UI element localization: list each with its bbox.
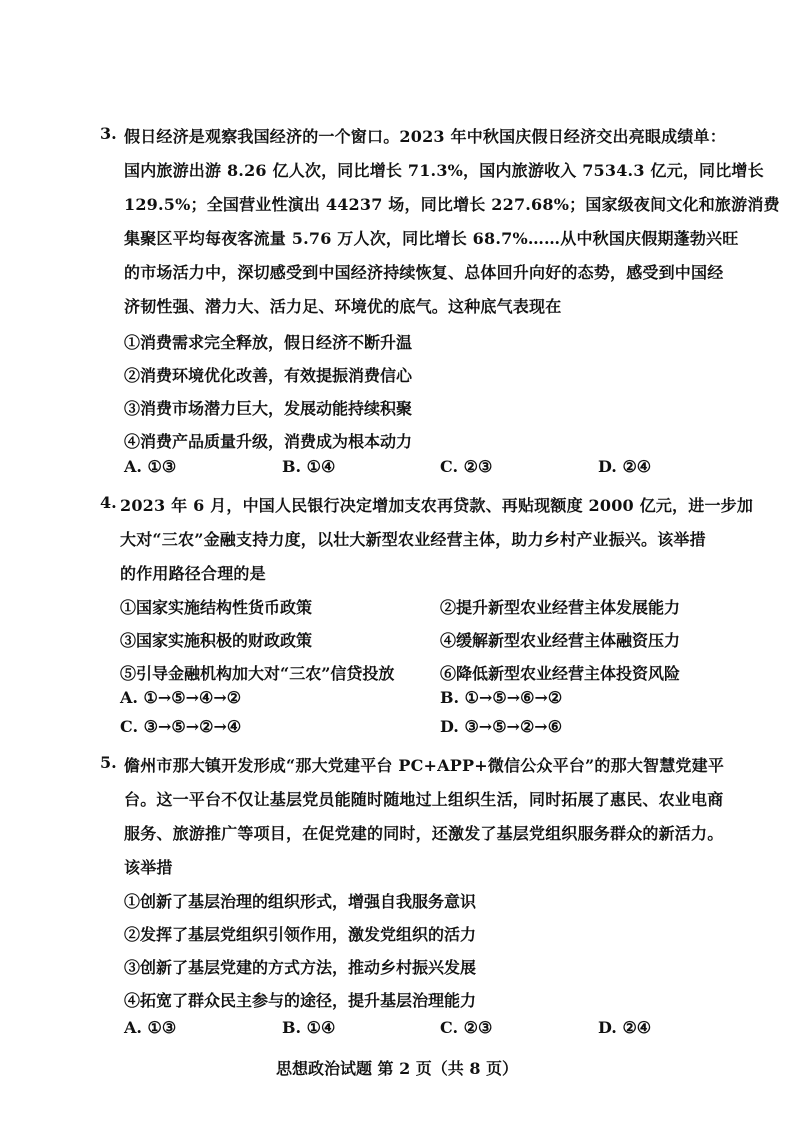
question-text-line: 2023 年 6 月，中国人民银行决定增加支农再贷款、再贴现额度 2000 亿元，进一步加	[120, 496, 754, 515]
question-number: 5.	[100, 753, 117, 772]
statement-item: ①创新了基层治理的组织形式，增强自我服务意识	[124, 892, 477, 911]
statement-item: ⑥降低新型农业经营主体投资风险	[440, 664, 681, 683]
question-text-line: 儋州市那大镇开发形成“那大党建平台 PC+APP+微信公众平台”的那大智慧党建平	[124, 756, 725, 775]
question-number: 4.	[100, 493, 117, 512]
statement-item: ③消费市场潜力巨大，发展动能持续积聚	[124, 399, 413, 418]
question-text-line: 济韧性强、潜力大、活力足、环境优的底气。这种底气表现在	[124, 297, 562, 316]
choice-c: C. ②③	[440, 1018, 493, 1037]
question-text-line: 服务、旅游推广等项目，在促党建的同时，还激发了基层党组织服务群众的新活力。	[124, 824, 724, 843]
choice-b: B. ①→⑤→⑥→②	[440, 688, 563, 707]
question-text-line: 集聚区平均每夜客流量 5.76 万人次，同比增长 68.7%……从中秋国庆假期蓬勃兴旺	[124, 229, 739, 248]
choice-d: D. ②④	[598, 1018, 652, 1037]
choice-a: A. ①③	[124, 1018, 177, 1037]
choice-a: A. ①③	[124, 457, 177, 476]
statement-item: ⑤引导金融机构加大对“三农”信贷投放	[120, 664, 395, 683]
choice-c: C. ②③	[440, 457, 493, 476]
question-text-line: 国内旅游出游 8.26 亿人次，同比增长 71.3%，国内旅游收入 7534.3 亿元，同比增长	[124, 161, 764, 180]
question-text-line: 大对“三农”金融支持力度，以壮大新型农业经营主体，助力乡村产业振兴。该举措	[120, 530, 706, 549]
statement-item: ④缓解新型农业经营主体融资压力	[440, 631, 681, 650]
question-text-line: 的作用路径合理的是	[120, 564, 266, 583]
choice-b: B. ①④	[282, 1018, 336, 1037]
question-text-line: 台。这一平台不仅让基层党员能随时随地过上组织生活，同时拓展了惠民、农业电商	[124, 790, 724, 809]
choice-d: D. ②④	[598, 457, 652, 476]
statement-item: ②发挥了基层党组织引领作用，激发党组织的活力	[124, 925, 477, 944]
statement-item: ②消费环境优化改善，有效提振消费信心	[124, 366, 413, 385]
question-text-line: 129.5%；全国营业性演出 44237 场，同比增长 227.68%；国家级夜间文化和旅游消费	[124, 195, 780, 214]
statement-item: ③国家实施积极的财政政策	[120, 631, 313, 650]
question-number: 3.	[100, 124, 117, 143]
statement-item: ②提升新型农业经营主体发展能力	[440, 598, 681, 617]
statement-item: ④消费产品质量升级，消费成为根本动力	[124, 432, 413, 451]
question-text-line: 该举措	[124, 858, 173, 877]
choice-c: C. ③→⑤→②→④	[120, 717, 242, 736]
page-footer: 思想政治试题 第 2 页（共 8 页）	[275, 1059, 519, 1078]
question-text-line: 的市场活力中，深切感受到中国经济持续恢复、总体回升向好的态势，感受到中国经	[124, 263, 724, 282]
choice-b: B. ①④	[282, 457, 336, 476]
statement-item: ①消费需求完全释放，假日经济不断升温	[124, 333, 413, 352]
choice-d: D. ③→⑤→②→⑥	[440, 717, 563, 736]
question-text-line: 假日经济是观察我国经济的一个窗口。2023 年中秋国庆假日经济交出亮眼成绩单：	[124, 127, 726, 146]
statement-item: ④拓宽了群众民主参与的途径，提升基层治理能力	[124, 991, 477, 1010]
choice-a: A. ①→⑤→④→②	[120, 688, 242, 707]
statement-item: ③创新了基层党建的方式方法，推动乡村振兴发展	[124, 958, 477, 977]
statement-item: ①国家实施结构性货币政策	[120, 598, 313, 617]
